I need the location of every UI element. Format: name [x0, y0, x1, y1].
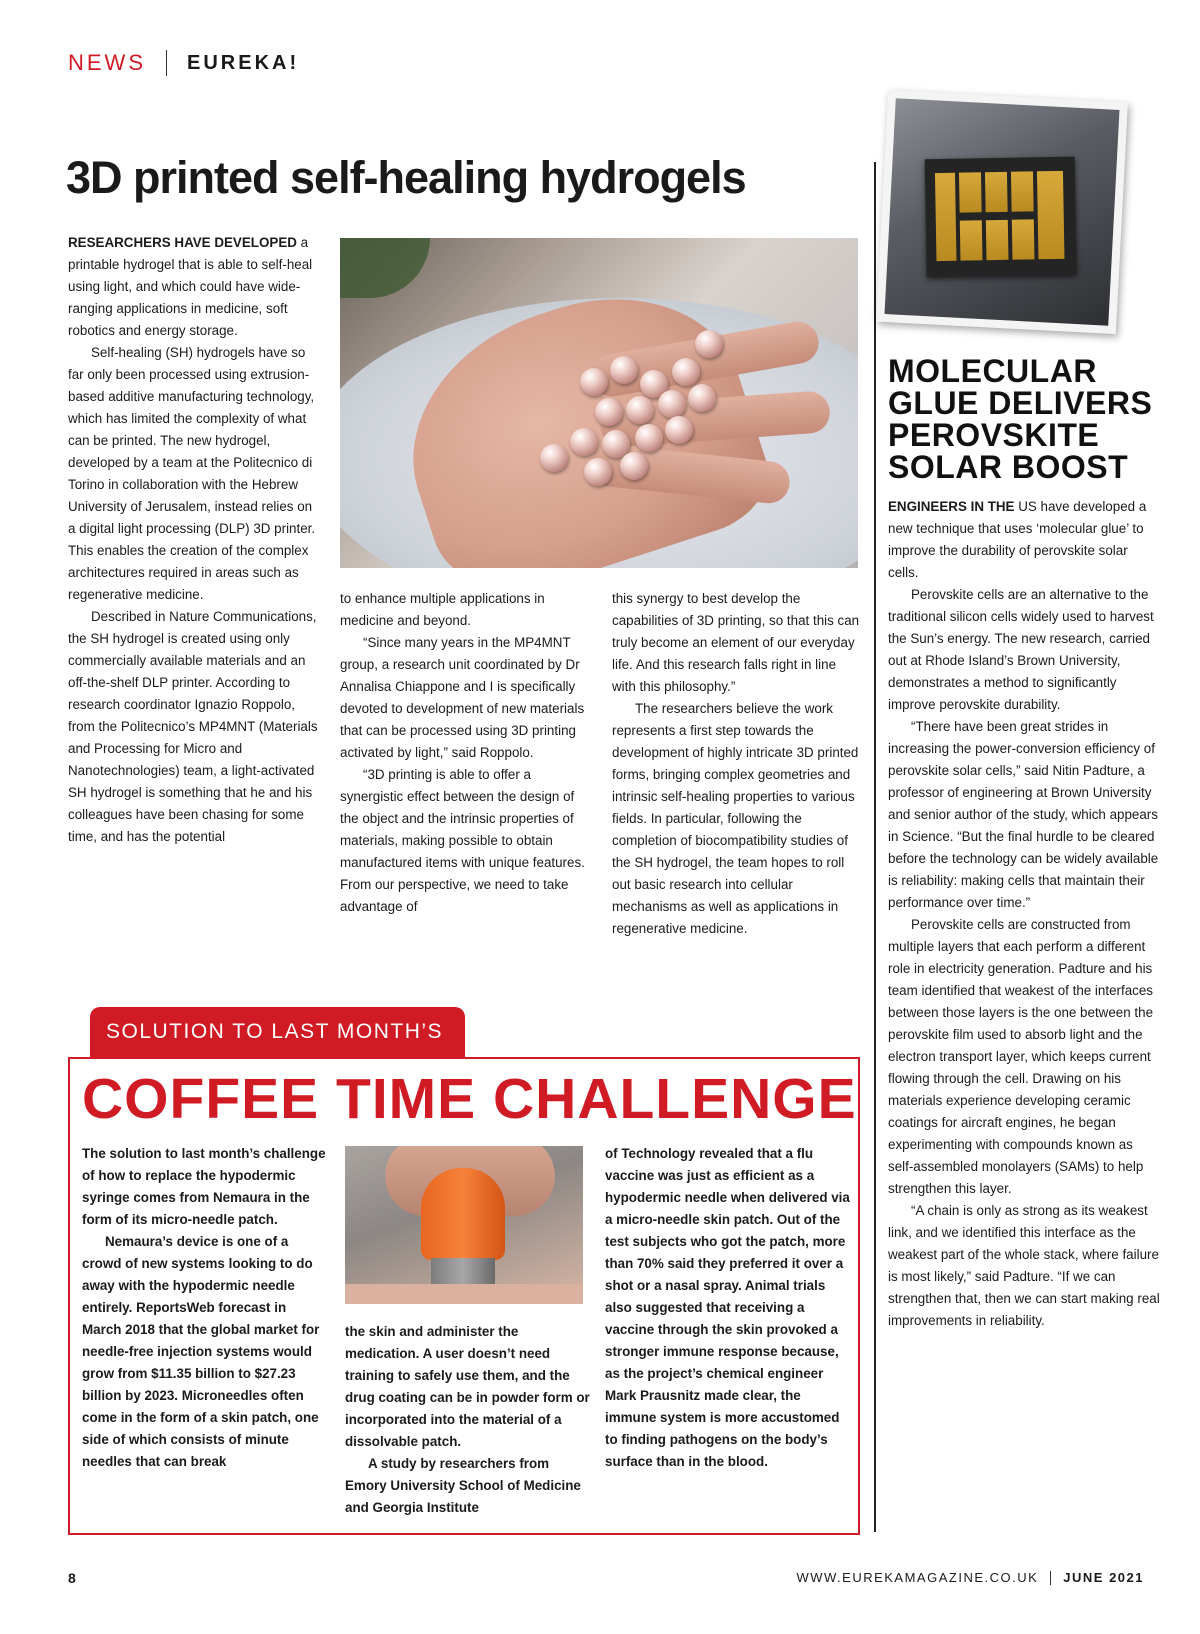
- hydrogel-bead: [695, 330, 723, 358]
- paragraph: of Technology revealed that a flu vaccine was just as efficient as a hypodermic needle when delivered via a micro-needle skin patch. Out of the test subjects who got the patch, more than 70% said they preferred it over a shot or a nasal spray. Animal trials also suggested that receiving a vaccine through the skin provoked a stronger immune response because, as the project’s chemical engineer Mark Prausnitz made clear, the immune system is more accustomed to finding pathogens on the body’s surface than in the blood.: [605, 1146, 850, 1469]
- page-number: 8: [68, 1570, 76, 1586]
- solar-cell-electrode: [985, 172, 1008, 212]
- coffee-column-2: [345, 1321, 590, 1519]
- solar-cell-photo: [876, 90, 1128, 334]
- solar-cell-electrode: [960, 220, 983, 260]
- coffee-box-tab: SOLUTION TO LAST MONTH’S: [90, 1007, 465, 1057]
- photo-skin: [345, 1284, 583, 1304]
- hydrogel-bead: [540, 444, 568, 472]
- solar-photo-inner: [885, 98, 1120, 325]
- article-title: 3D printed self-healing hydrogels: [66, 152, 746, 203]
- website-link[interactable]: WWW.EUREKAMAGAZINE.CO.UK: [796, 1570, 1039, 1585]
- lead-in: RESEARCHERS HAVE DEVELOPED: [68, 235, 297, 250]
- paragraph: “3D printing is able to offer a synergistic effect between the design of the object and the intrinsic properties of materials, making possible to obtain manufactured items with unique features. From our perspective, we need to take advantage of: [340, 767, 585, 914]
- hydrogel-bead: [658, 390, 686, 418]
- solar-cell-electrode: [1012, 219, 1035, 259]
- paragraph: Nemaura’s device is one of a crowd of new systems looking to do away with the hypodermic needle entirely. ReportsWeb forecast in March 2018 that the global market for needle-free injection systems would grow from $11.35 billion to $27.23 billion by 2023. Microneedles often come in the form of a skin patch, one side of which consists of minute needles that can break: [82, 1234, 320, 1469]
- section-label: NEWS: [68, 50, 146, 75]
- hydrogel-beads-photo: [340, 238, 858, 568]
- paragraph: Perovskite cells are an alternative to the traditional silicon cells widely used to harvest the Sun’s energy. The new research, carried out at Rhode Island’s Brown University, demonstrates a method to significantly improve perovskite durability.: [888, 587, 1154, 712]
- hydrogel-bead: [665, 416, 693, 444]
- solar-cell-electrode: [986, 220, 1009, 260]
- paragraph: Perovskite cells are constructed from multiple layers that each perform a different role in electricity generation. Padture and his team identified that weakest of the interfaces between those layers is the one between the perovskite film used to absorb light and the electron transport layer, which keeps current flowing through the cell. Drawing on his materials experience developing ceramic coatings for aircraft engines, he began experimenting with compounds known as self-assembled monolayers (SAMs) to help strengthen this layer.: [888, 917, 1154, 1196]
- paragraph: The researchers believe the work represents a first step towards the development of highly intricate 3D printed forms, bringing complex geometries and intrinsic self-healing properties to various fields. In particular, following the completion of biocompatibility studies of the SH hydrogel, the team hopes to roll out basic research into cellular mechanisms as well as applications in regenerative medicine.: [612, 701, 859, 936]
- lead-text: US have developed a new technique that uses ‘molecular glue’ to improve the durability of perovskite solar cells.: [888, 499, 1147, 580]
- paragraph: this synergy to best develop the capabilities of 3D printing, so that this can truly become an element of our everyday life. And this research falls right in line with this philosophy.”: [612, 591, 860, 694]
- photo-plant: [340, 238, 430, 298]
- paragraph: Self-healing (SH) hydrogels have so far only been processed using extrusion-based additive manufacturing technology, which has limited the complexity of what can be printed. The new hydrogel, developed by a team at the Politecnico di Torino in collaboration with the Hebrew University of Jerusalem, instead relies on a digital light processing (DLP) 3D printer. This enables the creation of the complex architectures required in areas such as regenerative medicine.: [68, 345, 316, 602]
- paragraph: A study by researchers from Emory University School of Medicine and Georgia Institute: [345, 1456, 581, 1515]
- footer-divider: [1050, 1571, 1051, 1585]
- hydrogel-bead: [610, 356, 638, 384]
- coffee-column-3: [605, 1143, 850, 1473]
- hydrogel-bead: [620, 452, 648, 480]
- lead-text: a printable hydrogel that is able to self-heal using light, and which could have wide-ranging applications in medicine, soft robotics and energy storage.: [68, 235, 313, 338]
- solar-cell-electrode: [1011, 171, 1034, 211]
- side-article-title: MOLECULAR GLUE DELIVERS PEROVSKITE SOLAR BOOST: [888, 353, 1153, 485]
- paragraph: “There have been great strides in increasing the power-conversion efficiency of perovskite solar cells,” said Nitin Padture, a professor of engineering at Brown University and senior author of the study, which appears in Science. “But the final hurdle to be cleared before the technology can be widely available is reliability: making cells that maintain their performance over time.”: [888, 719, 1159, 910]
- page-footer: [796, 1570, 1144, 1585]
- article-column-1: [68, 232, 318, 848]
- micro-needle-device-photo: [345, 1146, 583, 1304]
- section-header: [68, 48, 299, 78]
- paragraph: Described in Nature Communications, the SH hydrogel is created using only commercially available materials and an off-the-shelf DLP printer. According to research coordinator Ignazio Roppolo, from the Politecnico’s MP4MNT (Materials and Processing for Micro and Nanotechnologies) team, a light-activated SH hydrogel is something that he and his colleagues have been chasing for some time, and has the potential: [68, 609, 318, 844]
- solar-cell-electrode: [935, 173, 957, 261]
- photo-device: [421, 1168, 505, 1260]
- magazine-name: EUREKA!: [187, 51, 300, 74]
- coffee-column-1: [82, 1143, 327, 1473]
- article-column-2: [340, 588, 590, 918]
- paragraph: The solution to last month’s challenge of how to replace the hypodermic syringe comes from Nemaura in the form of its micro-needle patch.: [82, 1146, 326, 1227]
- article-column-3: [612, 588, 862, 940]
- article-lead-paragraph: [68, 232, 318, 342]
- paragraph: to enhance multiple applications in medicine and beyond.: [340, 591, 545, 628]
- side-article-body: [888, 496, 1160, 1332]
- paragraph: “Since many years in the MP4MNT group, a research unit coordinated by Dr Annalisa Chiappone and I is specifically devoted to development of new materials that can be processed using 3D printing activated by light,” said Roppolo.: [340, 635, 585, 760]
- header-divider: [166, 50, 167, 76]
- solar-cell-electrode: [959, 172, 982, 212]
- paragraph: the skin and administer the medication. A user doesn’t need training to safely use them, and the drug coating can be in powder form or incorporated into the material of a dissolvable patch.: [345, 1324, 590, 1449]
- hydrogel-bead: [584, 458, 612, 486]
- hydrogel-bead: [595, 398, 623, 426]
- hydrogel-bead: [672, 358, 700, 386]
- solar-cell-electrode: [1037, 171, 1065, 259]
- paragraph: “A chain is only as strong as its weakest link, and we identified this interface as the weakest part of the whole stack, where failure is most likely,” said Padture. “If we can strengthen that, then we can start making real improvements in reliability.: [888, 1203, 1160, 1328]
- hydrogel-bead: [626, 396, 654, 424]
- issue-date: JUNE 2021: [1063, 1570, 1144, 1585]
- column-divider: [874, 162, 876, 1532]
- coffee-box-title: COFFEE TIME CHALLENGE: [82, 1067, 857, 1131]
- hydrogel-bead: [688, 384, 716, 412]
- hydrogel-bead: [570, 428, 598, 456]
- hydrogel-bead: [635, 424, 663, 452]
- lead-in: ENGINEERS IN THE: [888, 499, 1015, 514]
- hydrogel-bead: [580, 368, 608, 396]
- side-lead-paragraph: [888, 496, 1160, 584]
- solar-cell-glass: [925, 157, 1077, 278]
